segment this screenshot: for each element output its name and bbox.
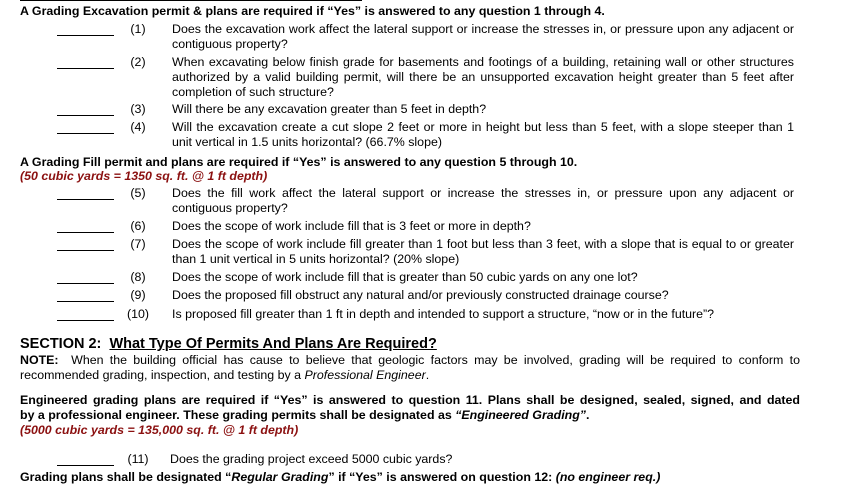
answer-field-1[interactable] [57, 35, 114, 36]
answer-field-4[interactable] [57, 133, 114, 134]
question-number-1: (1) [130, 22, 146, 36]
section-2-title [20, 336, 437, 353]
question-number-7: (7) [130, 237, 146, 251]
answer-field-7[interactable] [57, 250, 114, 251]
answer-field-10[interactable] [57, 320, 114, 321]
question-number-3: (3) [130, 102, 146, 116]
question-text-11: Does the grading project exceed 5000 cubic yards? [170, 452, 453, 466]
question-number-5: (5) [130, 186, 146, 200]
question-number-8: (8) [130, 270, 146, 284]
answer-field-6[interactable] [57, 232, 114, 233]
question-text-2: When excavating below finish grade for basements and footings of a building, retaining wall or other structures authorized by a valid building permit, will there be an unsupported excavation height greater than 5 feet after completion of such structure? [172, 55, 794, 99]
engineered-volume-note: (5000 cubic yards = 135,000 sq. ft. @ 1 ft depth) [20, 423, 299, 437]
answer-field-3[interactable] [57, 115, 114, 116]
question-number-11: (11) [127, 452, 149, 466]
question-text-4: Will the excavation create a cut slope 2 feet or more in height but less than 5 feet, with a slope steeper than 1 unit vertical in 1.5 units horizontal? (66.7% slope) [172, 120, 794, 149]
answer-field-2[interactable] [57, 68, 114, 69]
section-2-heading: What Type Of Permits And Plans Are Required? [109, 336, 437, 352]
question-text-9: Does the proposed fill obstruct any natural and/or previously constructed drainage course? [172, 288, 669, 302]
question-text-8: Does the scope of work include fill that is greater than 50 cubic yards on any one lot? [172, 270, 638, 284]
question-text-10: Is proposed fill greater than 1 ft in depth and intended to support a structure, “now or in the future”? [172, 307, 715, 321]
question-text-3: Will there be any excavation greater than 5 feet in depth? [172, 102, 487, 116]
question-number-2: (2) [130, 55, 146, 69]
section-2-label: SECTION 2: [20, 336, 102, 352]
question-number-9: (9) [130, 288, 146, 302]
fill-heading: A Grading Fill permit and plans are required if “Yes” is answered to any question 5 through 10. [20, 155, 578, 169]
answer-field-8[interactable] [57, 283, 114, 284]
question-text-6: Does the scope of work include fill that is 3 feet or more in depth? [172, 219, 531, 233]
question-text-5: Does the fill work affect the lateral support or increase the stresses in, or pressure upon any adjacent or contiguous property? [172, 186, 794, 215]
question-number-10: (10) [126, 307, 150, 321]
answer-field-9[interactable] [57, 301, 114, 302]
answer-field-5[interactable] [57, 199, 114, 200]
excavation-heading: A Grading Excavation permit & plans are required if “Yes” is answered to any question 1 through 4. [20, 4, 605, 18]
question-number-4: (4) [130, 120, 146, 134]
note-label: NOTE: [20, 353, 59, 367]
question-text-7: Does the scope of work include fill greater than 1 foot but less than 3 feet, with a slope that is equal to or greater than 1 unit vertical in 5 units horizontal? (20% slope) [172, 237, 794, 266]
regular-grading-statement: Grading plans shall be designated “Regular Grading” if “Yes” is answered on question 12: (no engineer req.) [20, 470, 661, 484]
geologic-note: NOTE: When the building official has cause to believe that geologic factors may be involved, grading will be required to conform to recommended grading, inspection, and testing by a Professional Engineer. [20, 353, 800, 382]
question-number-6: (6) [130, 219, 146, 233]
answer-field-11[interactable] [57, 465, 114, 466]
section-rule [20, 0, 362, 1]
fill-volume-note: (50 cubic yards = 1350 sq. ft. @ 1 ft depth) [20, 169, 268, 183]
engineered-grading-paragraph: Engineered grading plans are required if “Yes” is answered to question 11. Plans shall be designed, sealed, signed, and dated by a professional engineer. These grading permits shall be designated as “Engineered Grading”. [20, 393, 800, 422]
question-text-1: Does the excavation work affect the lateral support or increase the stresses in, or pressure upon any adjacent or contiguous property? [172, 22, 794, 51]
